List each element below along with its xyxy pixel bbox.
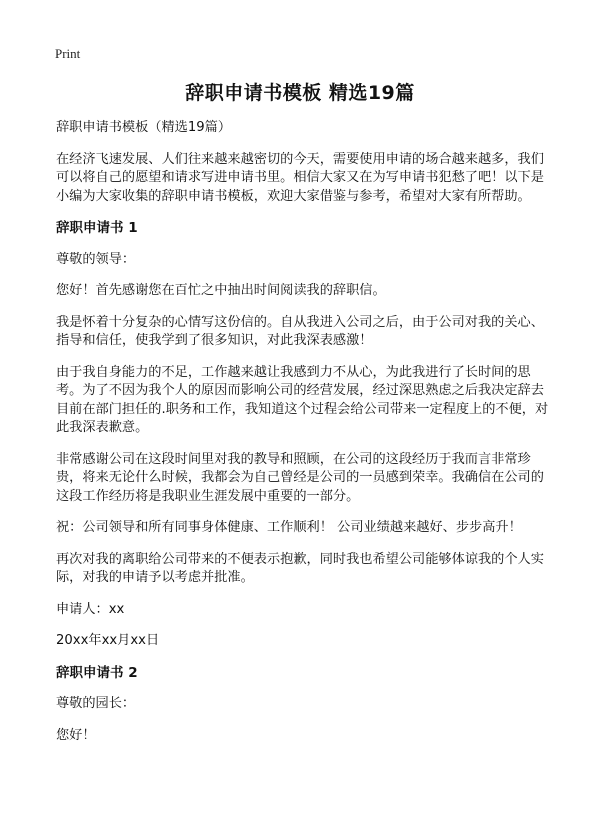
letter-paragraph: 非常感谢公司在这段时间里对我的教导和照顾，在公司的这段经历于我而言非常珍贵，将来无论什么时候，我都会为自己曾经是公司的一员感到荣幸。我确信在公司的这段工作经历将是我职业生涯发展中重要的一部分。 bbox=[56, 451, 544, 504]
greeting-1: 您好！首先感谢您在百忙之中抽出时间阅读我的辞职信。 bbox=[56, 283, 386, 298]
letter-paragraph: 再次对我的离职给公司带来的不便表示抱歉，同时我也希望公司能够体谅我的个人实际，对我的申请予以考虑并批准。 bbox=[56, 551, 544, 585]
salutation-2: 尊敬的园长： bbox=[56, 696, 136, 711]
greeting-2: 您好！ bbox=[56, 727, 96, 743]
section-heading-1: 辞职申请书 1 bbox=[56, 220, 138, 236]
letter-paragraph: 我是怀着十分复杂的心情写这份信的。自从我进入公司之后，由于公司对我的关心、指导和信任，使我学到了很多知识，对此我深表感激！ bbox=[56, 314, 544, 348]
section-heading-2: 辞职申请书 2 bbox=[56, 664, 138, 681]
document-subtitle: 辞职申请书模板（精选19篇） bbox=[56, 120, 232, 135]
salutation-1: 尊敬的领导： bbox=[56, 251, 136, 267]
letter-paragraph: 由于我自身能力的不足，工作越来越让我感到力不从心，为此我进行了长时间的思考。为了不因为我个人的原因而影响公司的经营发展，经过深思熟虑之后我决定辞去目前在部门担任的.职务和工作，我知道这个过程会给公司带来一定程度上的不便，对此我深表歉意。 bbox=[56, 364, 549, 435]
print-link[interactable]: Print bbox=[55, 46, 81, 61]
intro-paragraph: 在经济飞速发展、人们往来越来越密切的今天，需要使用申请的场合越来越多，我们可以将自己的愿望和请求写进申请书里。相信大家又在为写申请书犯愁了吧！以下是小编为大家收集的辞职申请书模板，欢迎大家借鉴与参考，希望对大家有所帮助。 bbox=[56, 151, 544, 204]
document-title: 辞职申请书模板 精选19篇 bbox=[185, 82, 415, 104]
applicant-line: 申请人：xx bbox=[56, 601, 125, 617]
document-body bbox=[56, 119, 552, 758]
letter-paragraph: 祝：公司领导和所有同事身体健康、工作顺利！ 公司业绩越来越好、步步高升！ bbox=[56, 520, 522, 535]
date-line: 20xx年xx月xx日 bbox=[56, 633, 160, 648]
